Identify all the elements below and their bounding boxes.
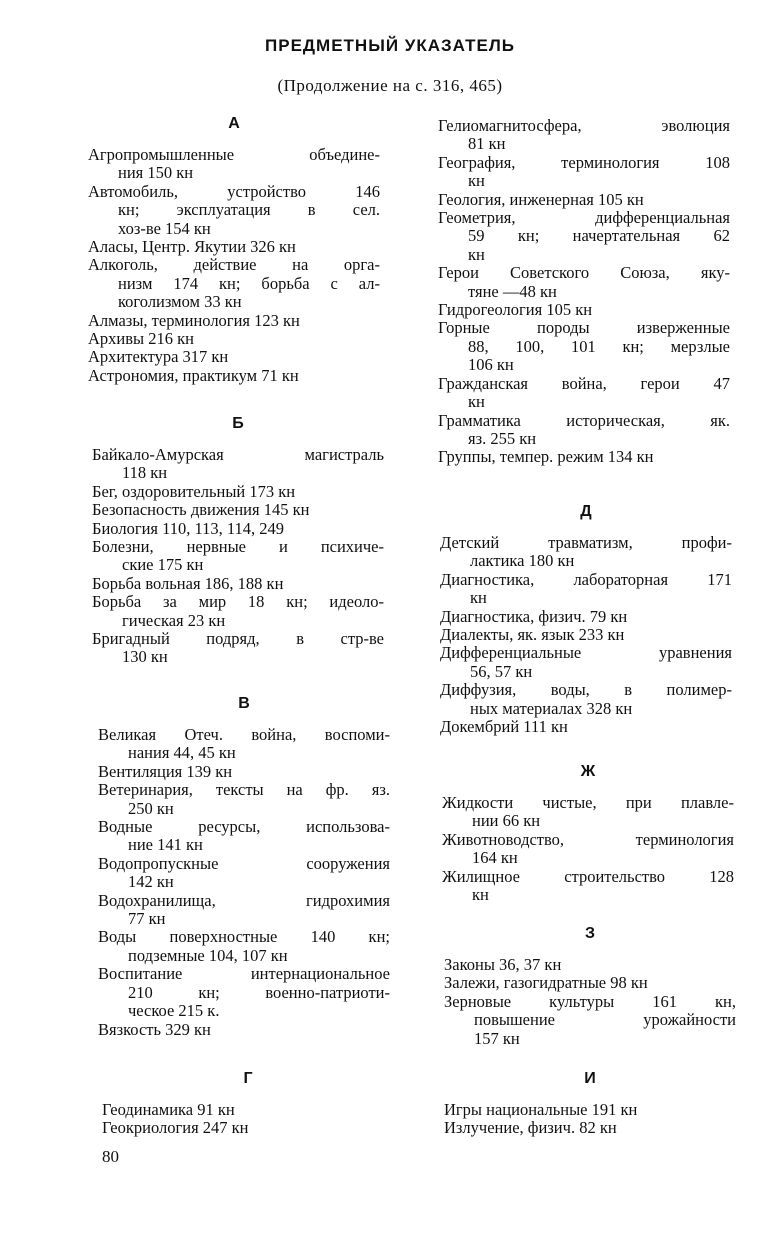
entry-term: Воды поверхностные 140 кн; [98,927,390,947]
entry-term: География, терминология 108 [438,152,730,172]
entry-term: Автомобиль, устройство 146 [88,181,380,201]
entry-term: Водопропускные сооружения [98,853,390,873]
index-entry [444,974,736,992]
index-entry [88,146,380,183]
index-entry [98,928,390,965]
entry-term: Великая Отеч. война, воспоми- [98,725,390,744]
entry-continuation: подземные 104, 107 кн [128,945,288,965]
entry-continuation: гическая 23 кн [122,610,226,630]
index-entry [92,501,384,519]
index-entry [438,264,730,301]
entry-continuation: ческое 215 к. [128,1001,220,1021]
section-letter-heading: Д [580,503,592,520]
page-subtitle: (Продолжение на с. 316, 465) [277,76,503,95]
entry-term: Геодинамика 91 кн [102,1100,235,1119]
entry-term: Агропромышленные объедине- [88,145,380,164]
entry-term: Жилищное строительство 128 [442,866,734,886]
entry-term: Воспитание интернациональное [98,964,390,984]
entry-term: Излучение, физич. 82 кн [444,1118,617,1138]
index-entry [438,209,730,264]
entry-term: Безопасность движения 145 кн [92,500,310,520]
index-entry [440,681,732,718]
index-entry [92,593,384,630]
entry-continuation: 164 кн [472,848,518,868]
index-entry [88,367,380,385]
entry-term: Биология 110, 113, 114, 249 [92,518,285,538]
entry-continuation: ных материалах 328 кн [470,698,633,718]
entry-term: Гелиомагнитосфера, эволюция [438,116,730,135]
entry-term: Борьба за мир 18 кн; идеоло- [92,592,384,612]
index-entry [92,520,384,538]
entry-term: Архитектура 317 кн [88,347,229,367]
entry-term: Докембрий 111 кн [440,717,568,737]
entry-term: Водные ресурсы, использова- [98,817,390,837]
entry-term: Группы, темпер. режим 134 кн [438,447,654,467]
index-entry [98,781,390,818]
entry-continuation: 157 кн [474,1028,520,1048]
entry-term: Грамматика историческая, як. [438,410,730,430]
index-section-Б [92,414,384,667]
section-letter-heading: И [584,1070,596,1087]
index-entry [92,446,384,483]
index-entry [440,626,732,644]
entry-term: Водохранилища, гидрохимия [98,890,390,910]
entry-term: Аласы, Центр. Якутии 326 кн [88,237,296,257]
index-entry [98,726,390,763]
index-section-Д [440,502,732,736]
index-entry [98,1021,390,1039]
index-section-А [88,114,380,385]
index-entry [98,892,390,929]
index-entry [440,571,732,608]
entry-term: Диффузия, воды, в полимер- [440,680,732,700]
index-entry [438,117,730,154]
entry-continuation: нания 44, 45 кн [128,743,236,763]
entry-continuation: повышение урожайности [474,1010,736,1030]
entry-continuation: 210 кн; военно-патриоти- [128,982,390,1002]
index-entry [442,868,734,905]
index-section-continued [438,117,730,467]
section-letter-heading: Г [243,1070,253,1087]
entry-term: Алкоголь, действие на орга- [88,255,380,275]
section-letter-heading: В [238,695,250,712]
entry-continuation: 56, 57 кн [470,661,533,681]
index-entry [98,855,390,892]
index-entry [88,312,380,330]
index-entry [438,191,730,209]
entry-continuation: 81 кн [468,134,506,154]
entry-term: Астрономия, практикум 71 кн [88,365,299,385]
entry-continuation: кн; эксплуатация в сел. [118,200,380,220]
entry-continuation: 130 кн [122,647,168,667]
section-letter-heading: Ж [580,763,596,780]
entry-continuation: лактика 180 кн [470,551,575,571]
entry-continuation: низм 174 кн; борьба с ал- [118,273,380,293]
entry-term: Гидрогеология 105 кн [438,300,593,320]
index-section-И [444,1069,736,1138]
index-entry [92,483,384,501]
entry-continuation: 106 кн [468,355,514,375]
entry-term: Горные породы изверженные [438,318,730,338]
entry-continuation: кн [468,244,485,264]
index-entry [438,301,730,319]
entry-term: Животноводство, терминология [442,829,734,849]
index-entry [442,831,734,868]
entry-continuation: яз. 255 кн [468,428,537,448]
index-entry [92,575,384,593]
entry-term: Дифференциальные уравнения [440,643,732,663]
entry-term: Вентиляция 139 кн [98,761,233,781]
index-entry [440,608,732,626]
index-entry [102,1101,394,1119]
page-number: 80 [102,1147,119,1166]
index-section-З [444,924,736,1048]
index-entry [442,794,734,831]
index-section-Г [102,1069,394,1138]
index-entry [88,348,380,366]
index-section-В [98,694,390,1039]
index-entry [88,238,380,256]
entry-term: Жидкости чистые, при плавле- [442,793,734,812]
entry-continuation: 59 кн; начертательная 62 [468,226,730,246]
entry-term: Алмазы, терминология 123 кн [88,310,300,330]
index-entry [438,375,730,412]
index-entry [88,330,380,348]
entry-term: Болезни, нервные и психиче- [92,537,384,557]
entry-term: Геология, инженерная 105 кн [438,189,644,209]
page-title: ПРЕДМЕТНЫЙ УКАЗАТЕЛЬ [265,36,515,55]
entry-term: Байкало-Амурская магистраль [92,445,384,464]
entry-term: Детский травматизм, профи- [440,533,732,552]
index-entry [440,718,732,736]
index-entry [102,1119,394,1137]
entry-term: Диагностика, физич. 79 кн [440,606,628,626]
entry-continuation: 250 кн [128,798,174,818]
entry-term: Борьба вольная 186, 188 кн [92,573,284,593]
entry-term: Игры национальные 191 кн [444,1100,638,1119]
entry-term: Бригадный подряд, в стр-ве [92,629,384,649]
index-entry [440,644,732,681]
entry-continuation: ния 150 кн [118,163,194,183]
entry-term: Герои Советского Союза, яку- [438,263,730,283]
entry-continuation: ние 141 кн [128,835,203,855]
section-letter-heading: А [228,115,240,132]
section-letter-heading: З [584,925,596,942]
entry-term: Ветеринария, тексты на фр. яз. [98,780,390,800]
index-entry [438,319,730,374]
entry-term: Бег, оздоровительный 173 кн [92,481,296,501]
entry-continuation: 88, 100, 101 кн; мерзлые [468,336,730,356]
entry-continuation: коголизмом 33 кн [118,292,242,312]
entry-term: Архивы 216 кн [88,329,194,349]
index-entry [88,256,380,311]
index-entry [444,1119,736,1137]
entry-term: Диагностика, лабораторная 171 [440,569,732,589]
entry-term: Геометрия, дифференциальная [438,208,730,228]
entry-continuation: хоз-ве 154 кн [118,218,211,238]
entry-continuation: ские 175 кн [122,555,204,575]
index-entry [92,630,384,667]
index-entry [438,412,730,449]
entry-continuation: кн [472,885,489,905]
entry-term: Гражданская война, герои 47 [438,373,730,393]
section-letter-heading: Б [232,415,244,432]
entry-continuation: кн [470,588,487,608]
entry-continuation: нии 66 кн [472,811,541,831]
index-entry [92,538,384,575]
index-section-Ж [442,762,734,904]
index-entry [98,818,390,855]
entry-term: Геокриология 247 кн [102,1118,249,1138]
entry-term: Законы 36, 37 кн [444,955,562,974]
entry-continuation: 142 кн [128,872,174,892]
entry-continuation: 118 кн [122,463,168,483]
index-entry [444,956,736,974]
entry-term: Диалекты, як. язык 233 кн [440,625,625,645]
index-entry [440,534,732,571]
index-entry [438,154,730,191]
index-entry [98,763,390,781]
entry-term: Зерновые культуры 161 кн, [444,991,736,1011]
entry-continuation: кн [468,171,485,191]
entry-term: Залежи, газогидратные 98 кн [444,973,648,993]
index-entry [444,1101,736,1119]
entry-continuation: кн [468,392,485,412]
index-entry [88,183,380,238]
index-entry [98,965,390,1020]
index-entry [438,448,730,466]
entry-continuation: тяне —48 кн [468,281,557,301]
index-entry [444,993,736,1048]
entry-term: Вязкость 329 кн [98,1019,211,1039]
entry-continuation: 77 кн [128,909,166,929]
